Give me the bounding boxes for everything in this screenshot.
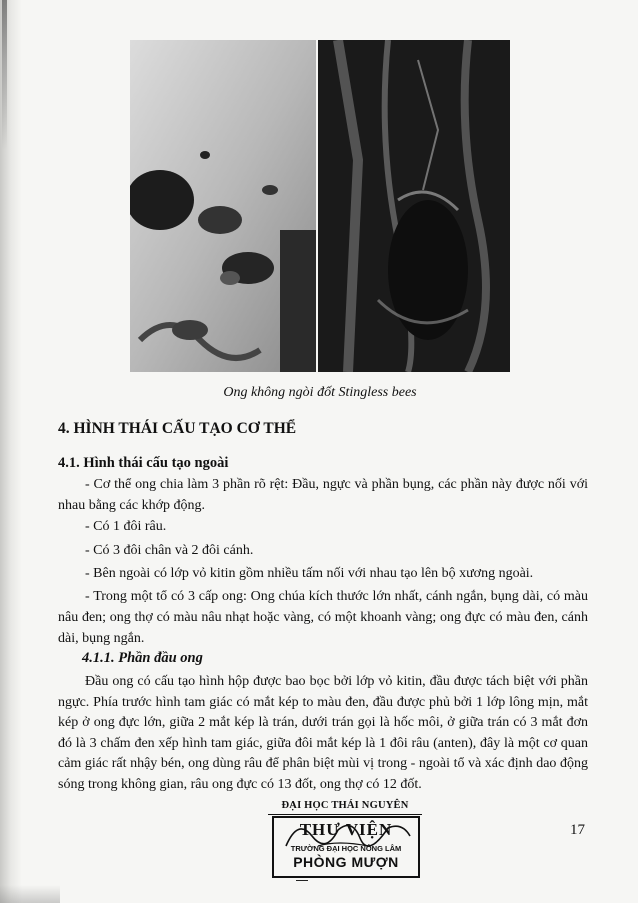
- page-number: 17: [570, 822, 585, 838]
- stamp-library: THƯ VIỆN: [299, 820, 393, 839]
- stamp-department: PHÒNG MƯỢN: [293, 854, 399, 870]
- subsection-heading: 4.1. Hình thái cấu tạo ngoài: [58, 455, 229, 471]
- subsubsection-heading: 4.1.1. Phần đầu ong: [82, 650, 203, 666]
- figure-caption: Ong không ngòi đốt Stingless bees: [223, 385, 417, 400]
- paragraph-castes: - Trong một tổ có 3 cấp ong: Ong chúa kích thước lớn nhất, cánh ngắn, bụng dài, có màu nâu đen; ong thợ có màu nâu nhạt hoặc vàng, có một khoanh vàng; ong đực có màu đen, cánh dài, bụng ngắn.: [58, 589, 588, 646]
- section-heading: 4. HÌNH THÁI CẤU TẠO CƠ THỂ: [58, 420, 297, 437]
- scan-smudge: [0, 885, 60, 903]
- bottom-dash: [296, 880, 308, 881]
- stamp-university: ĐẠI HỌC THÁI NGUYÊN: [281, 800, 409, 811]
- library-stamp: [268, 800, 422, 878]
- scan-binding-mark: [2, 0, 7, 150]
- paragraph-chitin: - Bên ngoài có lớp vỏ kitin gồm nhiều tấm nối với nhau tạo lên bộ xương ngoài.: [85, 566, 534, 581]
- paragraph-body-parts: - Cơ thể ong chia làm 3 phần rõ rệt: Đầu, ngực và phần bụng, các phần này được nối với nhau bằng các khớp động.: [58, 477, 588, 513]
- stamp-school: TRƯỜNG ĐẠI HỌC NÔNG LÂM: [290, 844, 402, 853]
- paragraph-legs-wings: - Có 3 đôi chân và 2 đôi cánh.: [85, 543, 254, 558]
- paragraph-antenna: - Có 1 đôi râu.: [85, 519, 167, 534]
- bee-closeup-photo: [130, 40, 316, 372]
- paragraph-head-structure: Đầu ong có cấu tạo hình hộp được bao bọc bởi lớp vỏ kitin, đầu được tách biệt với phần ngực. Phía trước hình tam giác có mắt kép to màu đen, đầu được phủ bởi 1 lớp lông mịn, mắt kép ở ong đực lớn, giữa 2 mắt kép là trán, dưới trán gọi là hốc môi, ở giữa trán có 3 mắt đơn đó là 3 chấm đen xếp hình tam giác, giữa đôi mắt kép là 1 đôi râu (anten), đây là một cơ quan cảm giác rất nhậy bén, ong dùng râu để phân biệt mùi vị trong - ngoài tổ và xác định dao động sóng trong không gian, râu ong đực có 13 đốt, ong thợ có 12 đốt.: [58, 674, 588, 792]
- stamp-rule: [268, 814, 422, 815]
- nest-in-tree-trunk-photo: [318, 40, 510, 372]
